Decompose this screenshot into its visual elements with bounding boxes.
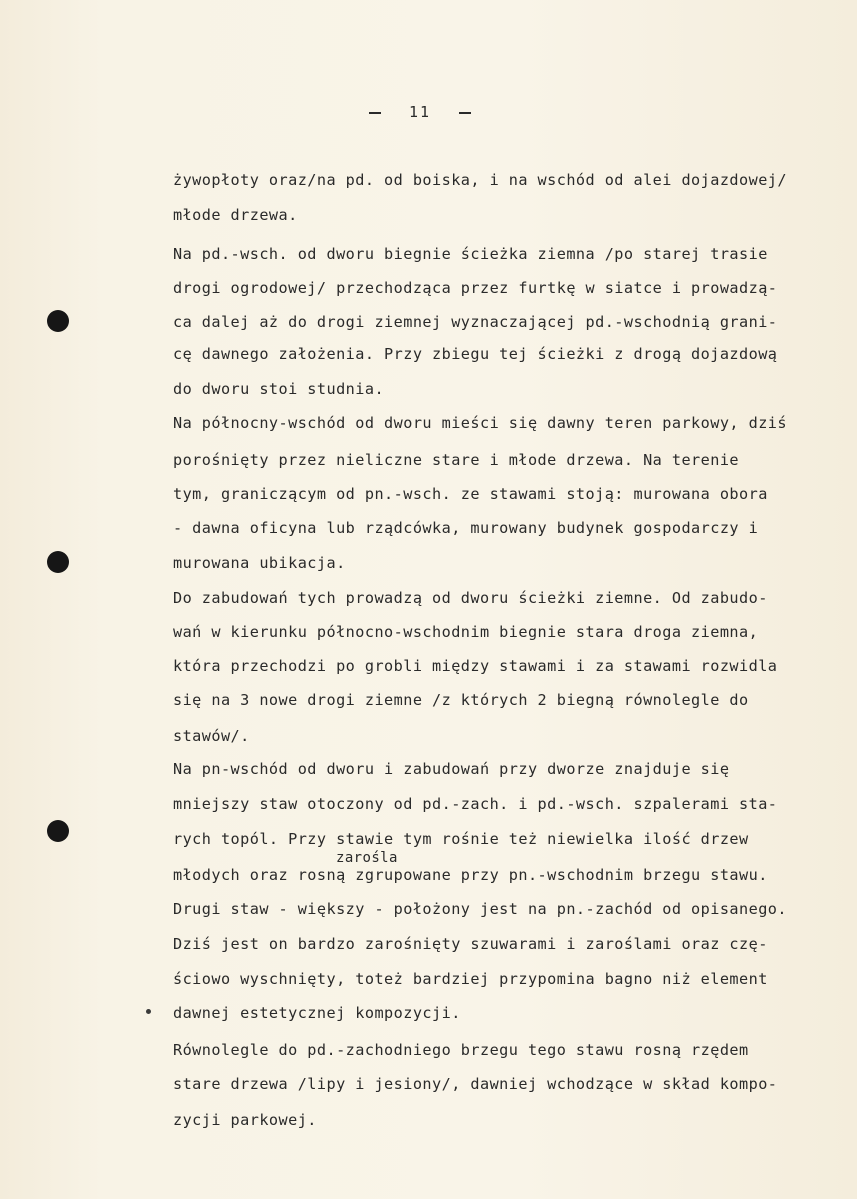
text-line: Drugi staw - większy - położony jest na pn.-zachód od opisanego. [173,900,787,918]
text-line: która przechodzi po grobli między stawami i za stawami rozwidla [173,657,778,675]
text-line: Na północny-wschód od dworu mieści się dawny teren parkowy, dziś [173,414,787,432]
text-line: wań w kierunku północno-wschodnim biegnie stara droga ziemna, [173,623,759,641]
dash-left [369,112,381,114]
punch-hole [47,820,69,842]
text-line: stare drzewa /lipy i jesiony/, dawniej wchodzące w skład kompo- [173,1075,778,1093]
text-line: młode drzewa. [173,206,298,224]
punch-hole [47,551,69,573]
text-line: drogi ogrodowej/ przechodząca przez furtkę w siatce i prowadzą- [173,279,778,297]
text-line: się na 3 nowe drogi ziemne /z których 2 biegną równolegle do [173,691,749,709]
text-line: Na pd.-wsch. od dworu biegnie ścieżka ziemna /po starej trasie [173,245,768,263]
text-line: mniejszy staw otoczony od pd.-zach. i pd.-wsch. szpalerami sta- [173,795,778,813]
text-line: dawnej estetycznej kompozycji. [173,1004,461,1022]
text-line: rych topól. Przy stawie tym rośnie też niewielka ilość drzew [173,830,749,848]
text-line: - dawna oficyna lub rządcówka, murowany budynek gospodarczy i [173,519,759,537]
text-line: Równolegle do pd.-zachodniego brzegu tego stawu rosną rzędem [173,1041,749,1059]
dash-right [459,112,471,114]
page-number-value: 11 [408,103,432,121]
text-line: żywopłoty oraz/na pd. od boiska, i na wschód od alei dojazdowej/ [173,171,787,189]
text-line: zycji parkowej. [173,1111,317,1129]
text-line: porośnięty przez nieliczne stare i młode drzewa. Na terenie [173,451,740,469]
interlinear-insert: zarośla [336,850,398,866]
text-line: Dziś jest on bardzo zarośnięty szuwarami i zaroślami oraz czę- [173,935,768,953]
punch-hole [47,310,69,332]
text-line: murowana ubikacja. [173,554,346,572]
text-line: Na pn-wschód od dworu i zabudowań przy dworze znajduje się [173,760,730,778]
text-line: Do zabudowań tych prowadzą od dworu ścieżki ziemne. Od zabudo- [173,589,768,607]
ink-speck [146,1009,151,1014]
page-number [340,103,500,121]
text-line: młodych oraz rosną zgrupowane przy pn.-wschodnim brzegu stawu. [173,866,768,884]
text-line: tym, graniczącym od pn.-wsch. ze stawami stoją: murowana obora [173,485,768,503]
text-line: stawów/. [173,727,250,745]
text-line: do dworu stoi studnia. [173,380,385,398]
text-line: ca dalej aż do drogi ziemnej wyznaczającej pd.-wschodnią grani- [173,313,778,331]
text-line: cę dawnego założenia. Przy zbiegu tej ścieżki z drogą dojazdową [173,345,778,363]
text-line: ściowo wyschnięty, toteż bardziej przypomina bagno niż element [173,970,768,988]
